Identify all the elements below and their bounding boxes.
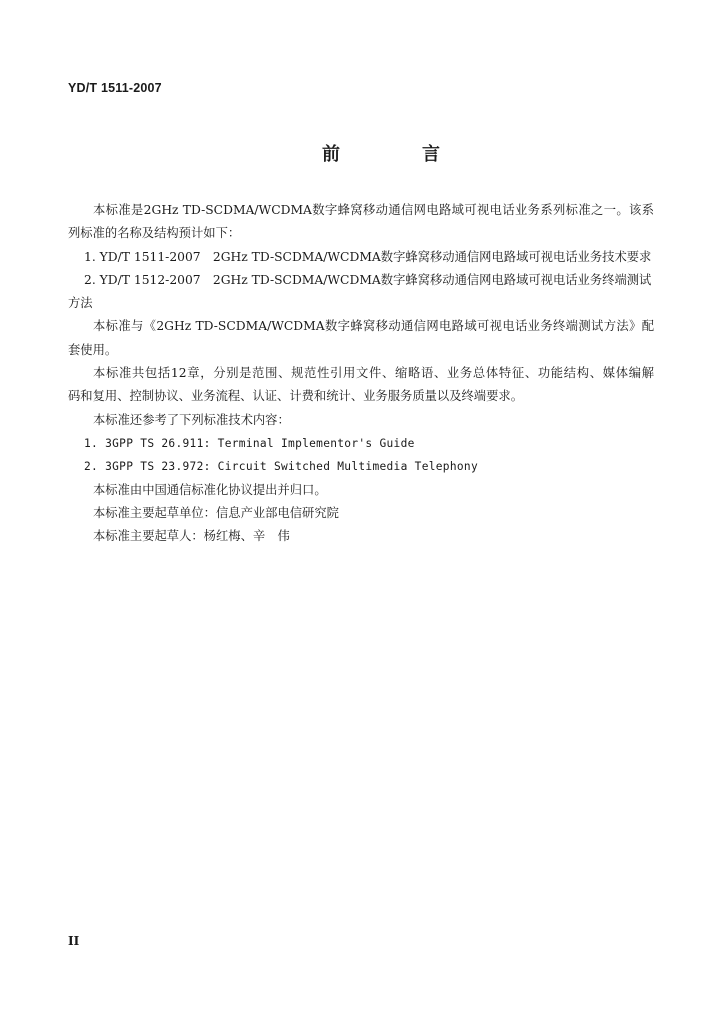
page-title: 前 言 — [322, 144, 472, 165]
paragraph-2-line-2: 套使用。 — [68, 342, 118, 357]
paragraph-4: 本标准还参考了下列标准技术内容： — [93, 412, 290, 427]
list-item-2-line-2: 方法 — [68, 296, 93, 311]
page-number: II — [68, 934, 80, 948]
paragraph-3-line-2: 码和复用、控制协议、业务流程、认证、计费和统计、业务服务质量以及终端要求。 — [68, 389, 523, 404]
foreword-body — [68, 199, 654, 548]
paragraph-5: 本标准由中国通信标准化协议提出并归口。 — [93, 482, 327, 497]
paragraph-1-line-1: 本标准是2GHz TD-SCDMA/WCDMA数字蜂窝移动通信网电路域可视电话业务系列标准之一。该系 — [93, 203, 654, 217]
standard-code-header: YD/T 1511-2007 — [68, 81, 162, 95]
paragraph-3-line-1: 本标准共包括12章，分别是范围、规范性引用文件、缩略语、业务总体特征、功能结构、媒体编解 — [93, 366, 654, 381]
paragraph-6: 本标准主要起草单位：信息产业部电信研究院 — [93, 505, 339, 520]
paragraph-7: 本标准主要起草人：杨红梅、辛 伟 — [93, 529, 290, 544]
list-item-1: 1. YD/T 1511-2007 2GHz TD-SCDMA/WCDMA数字蜂窝移动通信网电路域可视电话业务技术要求 — [84, 249, 652, 264]
reference-2: 2. 3GPP TS 23.972: Circuit Switched Multimedia Telephony — [84, 460, 478, 474]
paragraph-2-line-1: 本标准与《2GHz TD-SCDMA/WCDMA数字蜂窝移动通信网电路域可视电话业务终端测试方法》配 — [93, 319, 654, 334]
reference-1: 1. 3GPP TS 26.911: Terminal Implementor's Guide — [84, 436, 415, 450]
list-item-2-line-1: 2. YD/T 1512-2007 2GHz TD-SCDMA/WCDMA数字蜂窝移动通信网电路域可视电话业务终端测试 — [84, 272, 652, 287]
paragraph-1-line-2: 列标准的名称及结构预计如下： — [68, 226, 241, 241]
